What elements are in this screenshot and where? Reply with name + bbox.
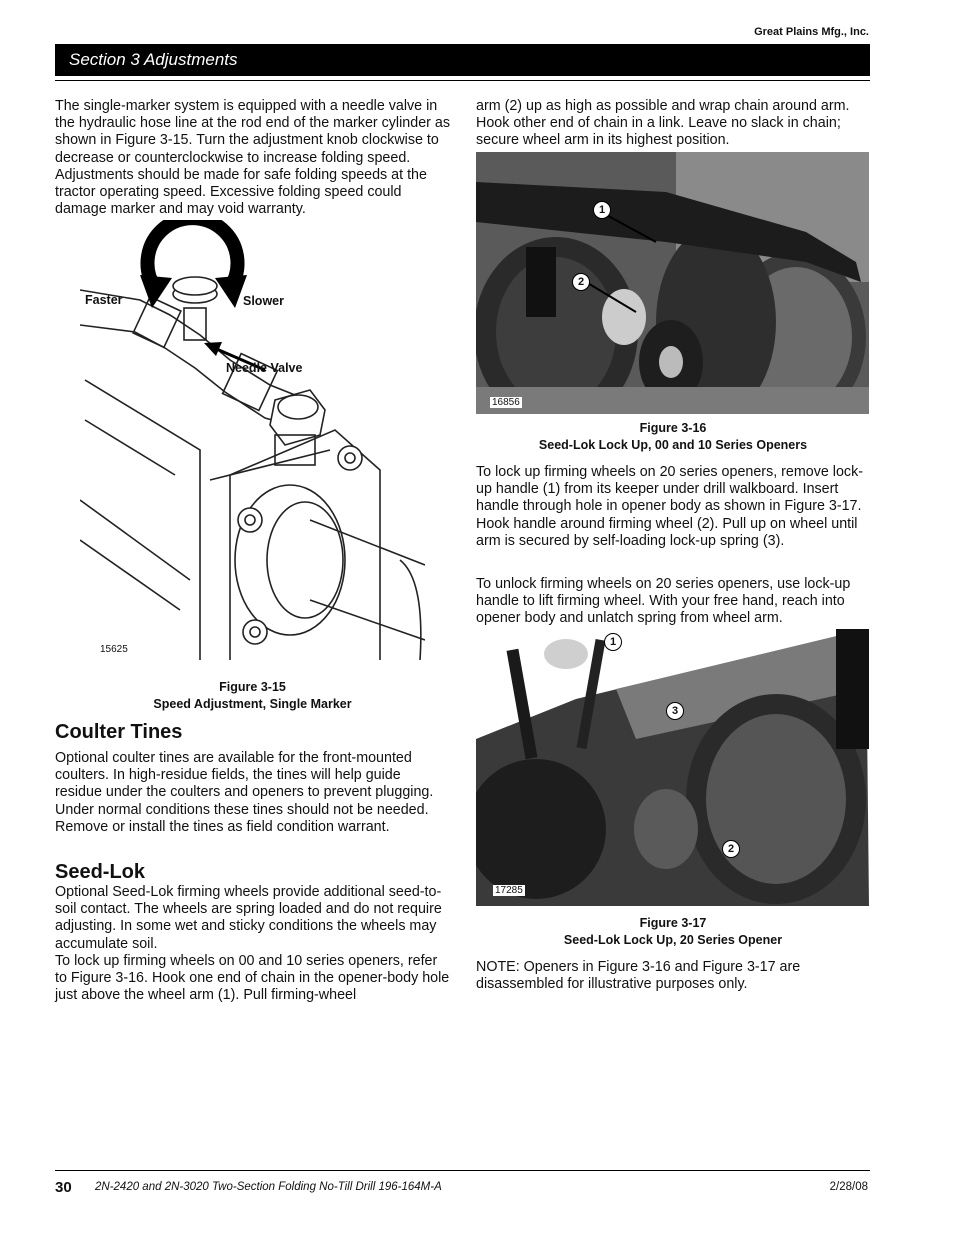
figure-number: 16856 — [492, 397, 520, 408]
needle-valve-drawing — [80, 220, 425, 665]
intro-paragraph: The single-marker system is equipped with a needle valve in the hydraulic hose line at the rod end of the marker cylinder as shown in Figure 3-15. Turn the adjustment knob clockwise to decrease or counterclockwise to increase folding speed. Adjustments should be made for safe folding speeds at the tractor operating speed. Excessive folding speed could damage marker and may void warranty. — [55, 98, 450, 218]
seed-lok-heading: Seed-Lok — [55, 861, 146, 883]
callout-2: 2 — [572, 273, 590, 291]
footer-rule — [55, 1170, 870, 1171]
coulter-tines-heading: Coulter Tines — [55, 721, 183, 743]
needle-valve-label: Needle Valve — [226, 361, 303, 375]
note-paragraph: NOTE: Openers in Figure 3-16 and Figure 3-17 are disassembled for illustrative purposes only. — [476, 959, 801, 993]
figure-number: 15625 — [100, 644, 128, 655]
section-header-bar — [55, 44, 870, 76]
seed-lok-paragraph-1: Optional Seed-Lok firming wheels provide additional seed-to-soil contact. The wheels are spring loaded and do not require adjusting. In some wet and sticky conditions the wheels may accumulate soil. — [55, 884, 442, 952]
page-number: 30 — [55, 1179, 72, 1196]
callout-2: 2 — [722, 840, 740, 858]
coulter-tines-paragraph: Optional coulter tines are available for the front-mounted coulters. In high-residue fields, the tines will help guide residue under the coulters and openers to prevent plugging. Under normal conditions these tines should not be needed. Remove or install the tines as field condition warrant. — [55, 750, 434, 835]
header-rule — [55, 80, 870, 81]
figure-3-17 — [476, 629, 869, 906]
faster-label: Faster — [85, 293, 123, 307]
right-paragraph-1: arm (2) up as high as possible and wrap chain around arm. Hook other end of chain in a link. Leave no slack in chain; secure wheel arm in its highest position. — [476, 98, 850, 149]
right-paragraph-3: To unlock firming wheels on 20 series openers, use lock-up handle to lift firming wheel. With your free hand, reach into opener body and unlatch spring from wheel arm. — [476, 576, 851, 627]
slower-label: Slower — [243, 294, 284, 308]
section-title: Section 3 Adjustments — [69, 50, 238, 69]
figure-3-15-caption: Figure 3-15 Speed Adjustment, Single Marker — [153, 680, 352, 711]
callout-3: 3 — [666, 702, 684, 720]
document-date: 2/28/08 — [829, 1181, 868, 1193]
figure-3-16 — [476, 152, 869, 414]
figure-3-16-caption: Figure 3-16 Seed-Lok Lock Up, 00 and 10 Series Openers — [538, 421, 808, 452]
seed-lok-paragraph-2: To lock up firming wheels on 00 and 10 series openers, refer to Figure 3-16. Hook one end of chain in the opener-body hole just above the wheel arm (1). Pull firming-wheel — [55, 953, 450, 1004]
seed-lok-00-10-photo — [476, 152, 869, 414]
right-paragraph-2: To lock up firming wheels on 20 series openers, remove lock-up handle (1) from its keeper under drill walkboard. Insert handle through hole in opener body as shown in Figure 3-17. Hook handle around firming wheel (2). Pull up on wheel until arm is secured by self-loading lock-up spring (3). — [476, 464, 863, 549]
callout-1: 1 — [593, 201, 611, 219]
document-title: 2N-2420 and 2N-3020 Two-Section Folding No-Till Drill 196-164M-A — [95, 1181, 442, 1193]
company-name: Great Plains Mfg., Inc. — [754, 26, 869, 38]
figure-3-15 — [80, 220, 425, 665]
seed-lok-20-series-photo — [476, 629, 869, 906]
figure-number: 17285 — [495, 885, 523, 896]
callout-1: 1 — [604, 633, 622, 651]
figure-3-17-caption: Figure 3-17 Seed-Lok Lock Up, 20 Series Opener — [563, 916, 783, 947]
